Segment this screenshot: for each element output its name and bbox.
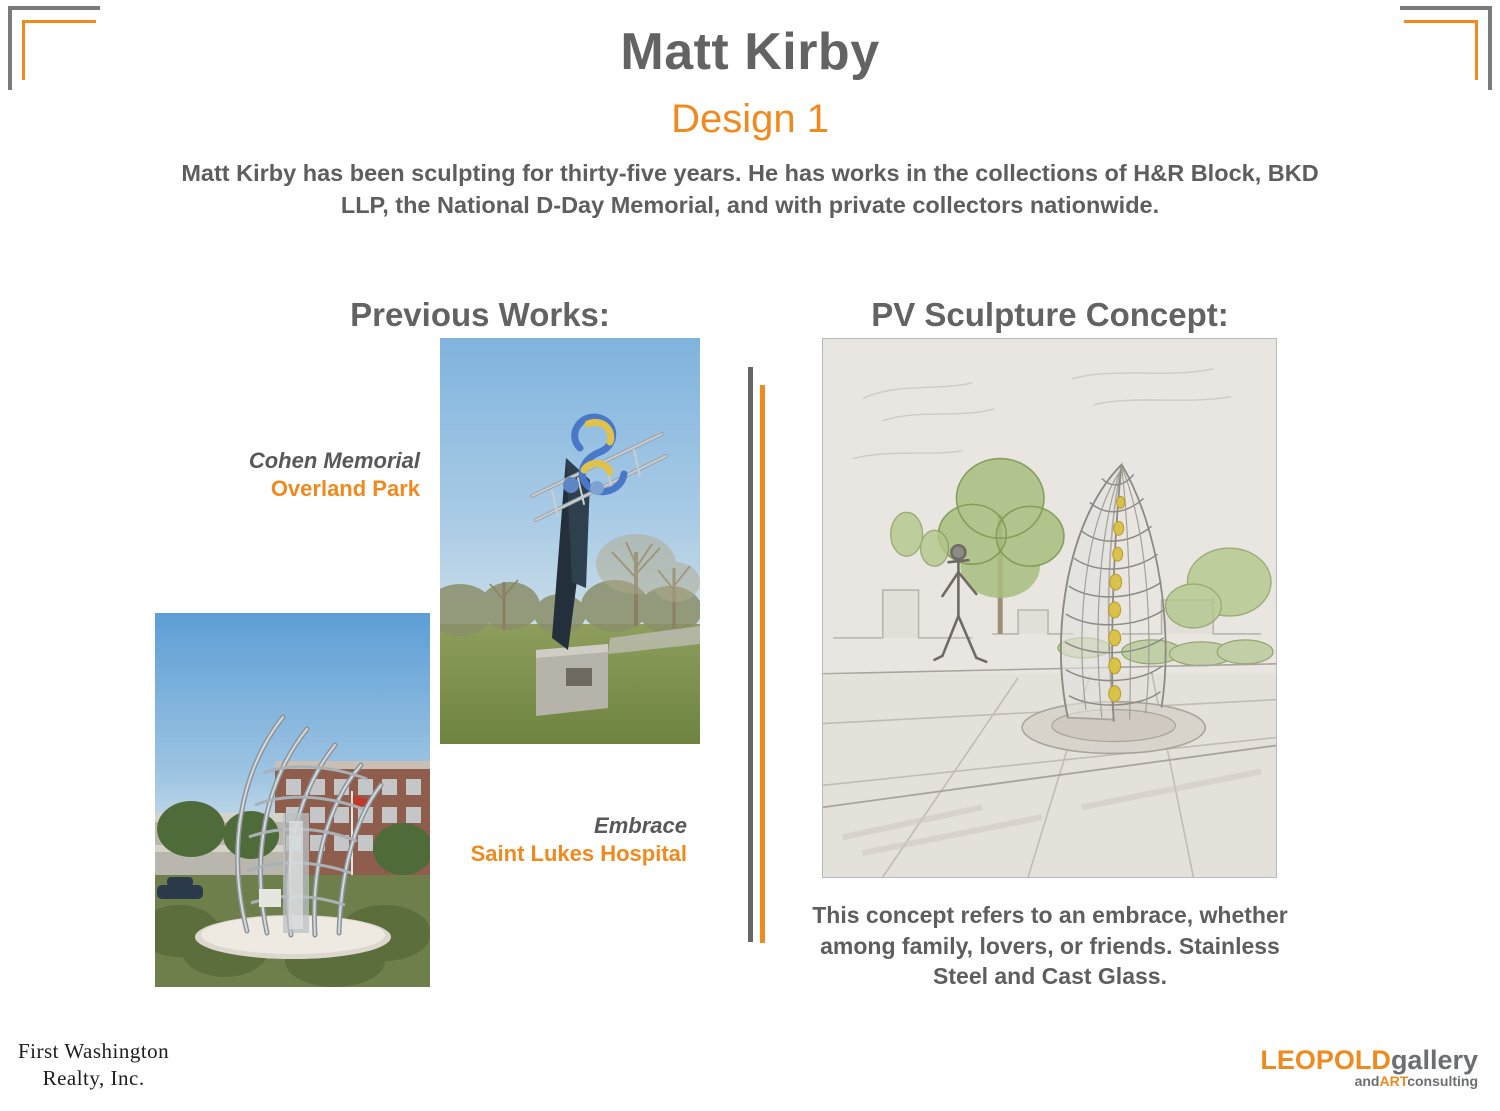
logo-name-bold: LEOPOLD <box>1260 1044 1391 1075</box>
bracket-line <box>1400 6 1492 10</box>
image-cohen-memorial <box>440 338 700 744</box>
logo-line-1: First Washington <box>18 1039 170 1063</box>
caption-location: Overland Park <box>270 475 420 501</box>
logo-line-2: Realty, Inc. <box>42 1066 145 1090</box>
bracket-line <box>8 6 100 10</box>
vertical-divider-accent <box>760 385 765 943</box>
vertical-divider <box>748 367 753 942</box>
previous-works-heading: Previous Works: <box>350 296 610 333</box>
logo-tagline-consulting: consulting <box>1407 1073 1478 1090</box>
image-pv-sculpture-concept <box>822 338 1277 878</box>
artist-bio-text: Matt Kirby has been sculpting for thirty-five years. He has works in the collections of H&R Block, BKD LLP, the National D-Day Memorial, and with private collectors nationwide. <box>181 160 1319 218</box>
leopold-gallery-logo <box>1260 1046 1478 1089</box>
first-washington-logo <box>18 1039 169 1091</box>
logo-tagline-and: and <box>1354 1073 1380 1090</box>
logo-tagline <box>1260 1074 1478 1089</box>
logo-tagline-art: ART <box>1379 1073 1408 1090</box>
caption-title: Cohen Memorial <box>248 448 420 473</box>
concept-description: This concept refers to an embrace, whether among family, lovers, or friends. Stainless Steel and Cast Glass. <box>812 902 1288 990</box>
image-embrace <box>155 613 430 987</box>
logo-name-light: gallery <box>1390 1044 1478 1075</box>
logo-name <box>1260 1046 1478 1074</box>
caption-cohen-memorial <box>120 447 420 502</box>
page-title: Matt Kirby <box>620 23 880 81</box>
caption-title: Embrace <box>594 813 687 838</box>
page-subtitle: Design 1 <box>671 97 829 141</box>
caption-location: Saint Lukes Hospital <box>470 840 687 866</box>
concept-heading: PV Sculpture Concept: <box>871 296 1229 333</box>
